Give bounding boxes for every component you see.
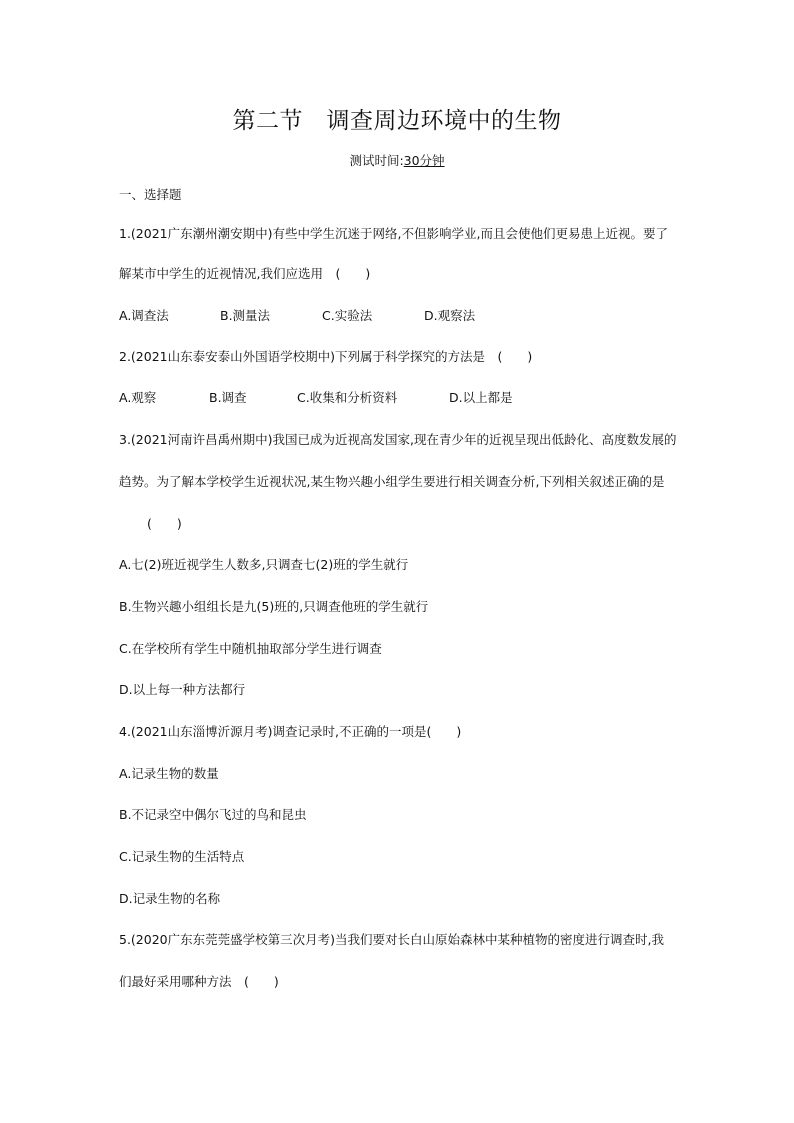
question-2-option-d: D.以上都是: [449, 390, 513, 405]
question-1-option-b: B.测量法: [220, 308, 271, 323]
question-3-option-d: D.以上每一种方法都行: [119, 682, 246, 697]
question-3-option-b: B.生物兴趣小组组长是九(5)班的,只调查他班的学生就行: [119, 599, 429, 614]
question-1-option-c: C.实验法: [322, 308, 373, 323]
test-time-value: 30分钟: [403, 153, 445, 168]
question-3-line-1: 3.(2021河南许昌禹州期中)我国已成为近视高发国家,现在青少年的近视呈现出低龄化、高度数发展的: [119, 432, 677, 447]
question-4-option-c: C.记录生物的生活特点: [119, 849, 245, 864]
question-2-option-a: A.观察: [119, 390, 157, 405]
page-title: 第二节 调查周边环境中的生物: [232, 108, 562, 134]
question-1-line-2: 解某市中学生的近视情况,我们应选用 ( ): [119, 266, 371, 281]
question-2-line-1: 2.(2021山东泰安泰山外国语学校期中)下列属于科学探究的方法是 ( ): [119, 349, 533, 364]
question-4-option-a: A.记录生物的数量: [119, 766, 219, 781]
test-time: [0, 151, 794, 169]
question-3-option-c: C.在学校所有学生中随机抽取部分学生进行调查: [119, 641, 382, 656]
question-1-option-a: A.调查法: [119, 308, 169, 323]
question-4-line-1: 4.(2021山东淄博沂源月考)调查记录时,不正确的一项是( ): [119, 724, 462, 739]
question-4-option-d: D.记录生物的名称: [119, 891, 221, 906]
question-1-line-1: 1.(2021广东潮州潮安期中)有些中学生沉迷于网络,不但影响学业,而且会使他们更易患上近视。要了: [119, 226, 668, 241]
question-1-option-d: D.观察法: [424, 308, 476, 323]
question-3-line-2: 趋势。为了解本学校学生近视状况,某生物兴趣小组学生要进行相关调查分析,下列相关叙述正确的是: [119, 474, 665, 489]
section-heading: 一、选择题: [119, 187, 182, 202]
question-5-line-1: 5.(2020广东东莞莞盛学校第三次月考)当我们要对长白山原始森林中某种植物的密度进行调查时,我: [119, 932, 664, 947]
test-time-label: 测试时间:: [349, 153, 404, 168]
question-2-option-c: C.收集和分析资料: [297, 390, 398, 405]
question-5-line-2: 们最好采用哪种方法 ( ): [119, 974, 279, 989]
question-3-option-a: A.七(2)班近视学生人数多,只调查七(2)班的学生就行: [119, 557, 409, 572]
question-2-option-b: B.调查: [209, 390, 247, 405]
question-4-option-b: B.不记录空中偶尔飞过的鸟和昆虫: [119, 807, 307, 822]
question-3-line-3: ( ): [147, 516, 182, 531]
